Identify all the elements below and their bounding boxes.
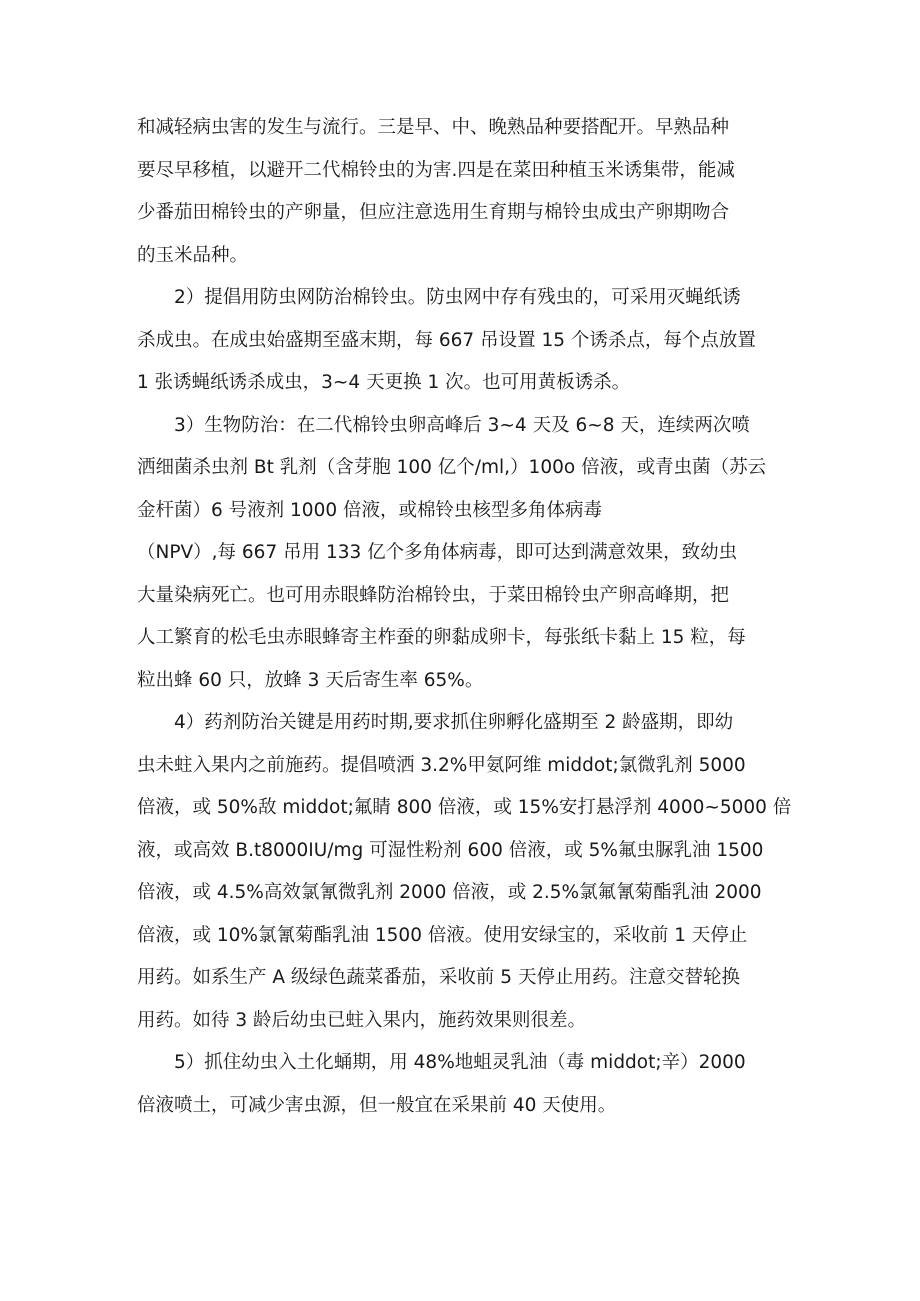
text-line: 人工繁育的松毛虫赤眼蜂寄主柞蚕的卵黏成卵卡，每张纸卡黏上 15 粒，每 xyxy=(137,627,746,648)
text-line: 用药。如待 3 龄后幼虫已蛀入果内，施药效果则很差。 xyxy=(137,1009,587,1031)
text-line: 1 张诱蝇纸诱杀成虫，3~4 天更换 1 次。也可用黄板诱杀。 xyxy=(137,372,631,393)
text-line: 倍液，或 4.5%高效氯氰微乳剂 2000 倍液，或 2.5%氯氟氰菊酯乳油 2000 xyxy=(137,882,762,903)
text-line: 2）提倡用防虫网防治棉铃虫。防虫网中存有残虫的，可采用灭蝇纸诱 xyxy=(137,287,741,308)
text-line: 5）抓住幼虫入土化蛹期，用 48%地蛆灵乳油（毒 middot;辛）2000 xyxy=(137,1052,746,1073)
text-line: 大量染病死亡。也可用赤眼蜂防治棉铃虫，于菜田棉铃虫产卵高峰期，把 xyxy=(137,584,730,606)
text-line: 倍液喷土，可减少害虫源，但一般宜在采果前 40 天使用。 xyxy=(137,1094,617,1116)
text-line: 杀成虫。在成虫始盛期至盛末期，每 667 吊设置 15 个诱杀点，每个点放置 xyxy=(137,329,756,351)
text-line: 用药。如系生产 A 级绿色蔬菜番茄，采收前 5 天停止用药。注意交替轮换 xyxy=(137,967,740,988)
text-line: 虫未蛀入果内之前施药。提倡喷洒 3.2%甲氨阿维 middot;氯微乳剂 5000 xyxy=(137,754,746,776)
text-line: 要尽早移植，以避开二代棉铃虫的为害.四是在菜田种植玉米诱集带，能减 xyxy=(137,159,735,181)
text-line: 和减轻病虫害的发生与流行。三是早、中、晚熟品种要搭配开。早熟品种 xyxy=(137,117,730,138)
text-line: 倍液，或 50%敌 middot;氟睛 800 倍液，或 15%安打悬浮剂 4000~5000 倍 xyxy=(137,797,792,818)
text-line: 洒细菌杀虫剂 Bt 乳剂（含芽胞 100 亿个/ml,）100o 倍液，或青虫菌（苏云 xyxy=(137,457,767,478)
text-line: 的玉米品种。 xyxy=(137,244,249,266)
text-line: 金杆菌）6 号液剂 1000 倍液，或棉铃虫核型多角体病毒 xyxy=(137,499,602,521)
text-line: 3）生物防治：在二代棉铃虫卵高峰后 3~4 天及 6~8 天，连续两次喷 xyxy=(137,414,750,436)
text-line: （NPV）,每 667 吊用 133 亿个多角体病毒，即可达到满意效果，致幼虫 xyxy=(137,542,738,563)
text-line: 粒出蜂 60 只，放蜂 3 天后寄生率 65%。 xyxy=(137,669,484,691)
document-body xyxy=(137,107,792,1127)
text-line: 少番茄田棉铃虫的产卵量，但应注意选用生育期与棉铃虫成虫产卵期吻合 xyxy=(137,202,730,223)
text-line: 液，或高效 B.t8000IU/mg 可湿性粉剂 600 倍液，或 5%氟虫脲乳油 1500 xyxy=(137,839,764,861)
text-line: 倍液，或 10%氯氰菊酯乳油 1500 倍液。使用安绿宝的，采收前 1 天停止 xyxy=(137,924,748,946)
text-line: 4）药剂防治关键是用药时期,要求抓住卵孵化盛期至 2 龄盛期，即幼 xyxy=(137,712,734,733)
